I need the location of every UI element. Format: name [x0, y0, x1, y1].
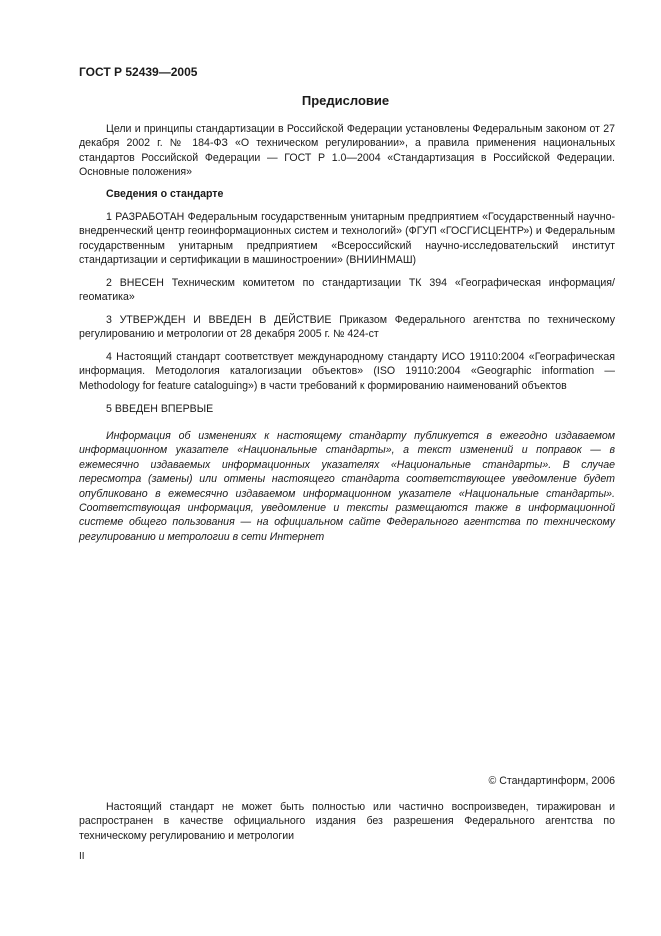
item-introduced: 2 ВНЕСЕН Техническим комитетом по стандартизации ТК 394 «Географическая информация/геоматика» [79, 277, 615, 304]
intro-paragraph: Цели и принципы стандартизации в Российской Федерации установлены Федеральным законом от 27 декабря 2002 г. № 184-ФЗ «О техническом регулировании», а правила применения национальных стандартов Российской Федерации — ГОСТ Р 1.0—2004 «Стандартизация в Российской Федерации. Основные положения» [79, 123, 615, 179]
item-approved: 3 УТВЕРЖДЕН И ВВЕДЕН В ДЕЙСТВИЕ Приказом Федерального агентства по техническому регулированию и метрологии от 28 декабря 2005 г. № 424-ст [79, 314, 615, 341]
item-conformity: 4 Настоящий стандарт соответствует международному стандарту ИСО 19110:2004 «Географическая информация. Методология каталогизации объектов» (ISO 19110:2004 «Geographic information — Methodology for feature cataloguing») в части требований к формированию наименований объектов [79, 351, 615, 392]
item-developed: 1 РАЗРАБОТАН Федеральным государственным унитарным предприятием «Государственный научно-внедренческий центр геоинформационных систем и технологий» (ФГУП «ГОСГИСЦЕНТР») и Федеральным государственным унитарным предприятием «Всероссийский научно-исследовательский институт стандартизации и сертификации в машиностроении» (ВНИИНМАШ) [79, 211, 615, 267]
notice-paragraph: Информация об изменениях к настоящему стандарту публикуется в ежегодно издаваемом информационном указателе «Национальные стандарты», а текст изменений и поправок — в ежемесячно издаваемых информационных указателях «Национальные стандарты». В случае пересмотра (замены) или отмены настоящего стандарта соответствующее уведомление будет опубликовано в ежемесячно издаваемом информационном указателе «Национальные стандарты». Соответствующая информация, уведомление и тексты размещаются также в информационной системе общего пользования — на официальном сайте Федерального агентства по техническому регулированию и метрологии в сети Интернет [79, 430, 615, 543]
rights-paragraph: Настоящий стандарт не может быть полностью или частично воспроизведен, тиражирован и распространен в качестве официального издания без разрешения Федерального агентства по техническому регулированию и метрологии [79, 801, 615, 842]
page-title: Предисловие [301, 93, 390, 108]
document-id: ГОСТ Р 52439—2005 [79, 65, 198, 79]
section-heading: Сведения о стандарте [106, 188, 224, 200]
page-number: II [79, 851, 85, 862]
item-first-introduced: 5 ВВЕДЕН ВПЕРВЫЕ [106, 403, 214, 415]
copyright-notice: © Стандартинформ, 2006 [488, 775, 615, 787]
